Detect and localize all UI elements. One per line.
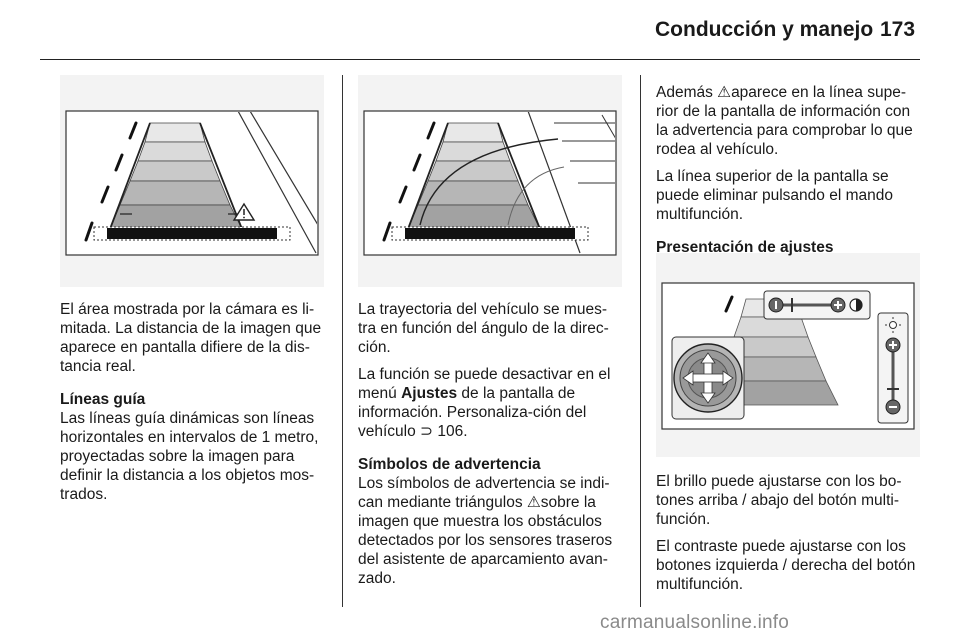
settings-text-pre: La función se puede desactivar en el menú	[358, 366, 611, 402]
heading-settings-display: Presentación de ajustes	[656, 239, 834, 256]
top-line-warning-text: Además ⚠aparece en la línea supe-rior de la pantalla de información con la advertencia para comprobar lo que rodea al vehículo.	[656, 84, 913, 158]
watermark: carmanualsonline.info	[600, 612, 790, 633]
figure-camera-guidelines	[60, 75, 324, 287]
figure-settings-display	[656, 253, 920, 457]
page-section-title: Conducción y manejo	[655, 18, 874, 41]
column-2	[358, 300, 624, 596]
figure-trajectory	[358, 75, 622, 287]
warning-symbols-body: Los símbolos de advertencia se indi-can mediante triángulos ⚠sobre la imagen que muestra los obstáculos detectados por los sensores traseros del asistente de aparcamiento avan-zado.	[358, 475, 613, 587]
column-1	[60, 300, 326, 512]
heading-guide-lines: Líneas guía	[60, 391, 146, 408]
column-divider-2	[640, 75, 641, 607]
header-rule	[40, 59, 920, 60]
figure-1-caption: El área mostrada por la cámara es li-mitada. La distancia de la imagen que aparece en pantalla difiere de la dis-tancia real.	[60, 301, 322, 375]
heading-warning-symbols: Símbolos de advertencia	[358, 456, 541, 473]
column-divider-1	[342, 75, 343, 607]
page-header	[0, 0, 960, 62]
brightness-text: El brillo puede ajustarse con los bo-tones arriba / abajo del botón multi-función.	[656, 473, 902, 528]
page-number: 173	[880, 18, 916, 41]
contrast-icon	[850, 299, 862, 311]
column-3-lower	[656, 472, 922, 602]
settings-menu-text	[358, 365, 624, 441]
multifunction-dial-icon	[672, 337, 744, 419]
top-line-remove-text: La línea superior de la pantalla se puede eliminar pulsando el mando multifunción.	[656, 168, 893, 223]
guide-lines-body: Las líneas guía dinámicas son líneas horizontales en intervalos de 1 metro, proyectadas sobre la imagen para definir la distancia a los objetos mos-trados.	[60, 410, 319, 503]
trajectory-text: La trayectoria del vehículo se mues-tra en función del ángulo de la direc-ción.	[358, 301, 609, 356]
column-3	[656, 83, 922, 257]
settings-menu-label: Ajustes	[401, 385, 458, 402]
contrast-text: El contraste puede ajustarse con los botones izquierda / derecha del botón multifunción.	[656, 538, 916, 593]
settings-text-post: de la pantalla de información. Personaliza-ción del vehículo ⊃ 106.	[358, 385, 587, 440]
